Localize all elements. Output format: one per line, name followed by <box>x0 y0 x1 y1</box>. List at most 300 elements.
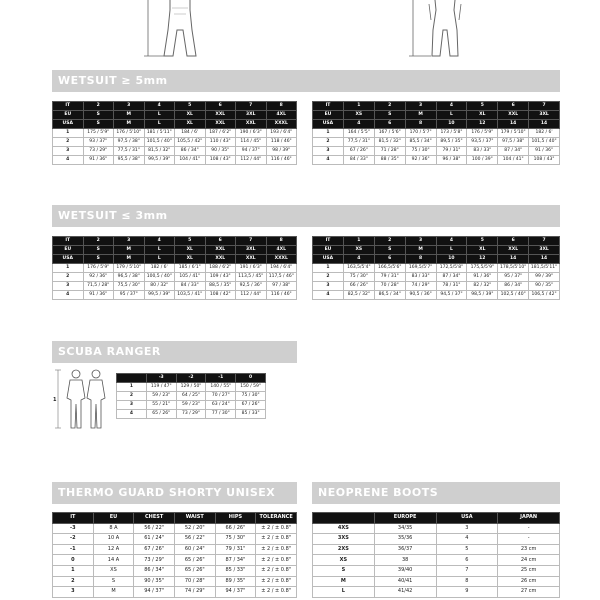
table-row <box>53 255 297 264</box>
table-row <box>53 513 297 524</box>
table-cell: 70 / 27" <box>206 392 236 401</box>
table-cell: XXL <box>236 120 267 129</box>
row-label-cell: 2 <box>53 576 94 587</box>
table-cell: 88 / 35" <box>374 156 405 165</box>
table-cell: M <box>114 255 145 264</box>
row-label-cell: 3 <box>117 401 147 410</box>
table-cell: 182 / 6' <box>144 264 175 273</box>
table-cell: 95 / 37" <box>498 273 529 282</box>
table-cell: 39/40 <box>374 565 436 576</box>
wetsuit-5mm-men-table <box>52 101 297 165</box>
table-cell: 108 / 43" <box>529 156 560 165</box>
table-row <box>53 120 297 129</box>
table-cell: XXL <box>205 255 236 264</box>
table-cell: 114 / 45" <box>236 138 267 147</box>
table-cell: 8 <box>405 120 436 129</box>
table-row <box>53 291 297 300</box>
table-cell: 176 / 5'10" <box>114 129 145 138</box>
table-cell: 5 <box>436 544 498 555</box>
table-row <box>53 555 297 566</box>
table-cell: ± 2 / ± 0.8" <box>256 555 297 566</box>
neoprene-boots-table <box>312 512 560 598</box>
table-cell: L <box>144 120 175 129</box>
table-cell: 10 <box>436 255 467 264</box>
table-row <box>53 264 297 273</box>
table-cell: 4 <box>343 255 374 264</box>
table-cell: 86 / 34" <box>134 565 175 576</box>
table-cell: 176 / 5'9" <box>83 264 114 273</box>
table-cell: 108 / 42" <box>205 291 236 300</box>
table-cell: 109 / 43" <box>205 273 236 282</box>
row-label-cell: 4 <box>313 291 344 300</box>
table-cell: M <box>93 587 134 598</box>
table-cell: 103,5 / 41" <box>175 291 206 300</box>
table-row <box>117 410 266 419</box>
table-cell: 94 / 37" <box>236 147 267 156</box>
table-cell: 113,5 / 45" <box>236 273 267 282</box>
table-cell: 90 / 35" <box>134 576 175 587</box>
table-cell: 129 / 50" <box>176 383 206 392</box>
table-cell: 38 <box>374 555 436 566</box>
table-cell: 112 / 44" <box>236 291 267 300</box>
table-cell: 86,5 / 34" <box>374 291 405 300</box>
table-cell: 98,5 / 39" <box>467 291 498 300</box>
table-cell: 150 / 59" <box>236 383 266 392</box>
table-cell: 190 / 6'3" <box>236 129 267 138</box>
table-cell: 93 / 37" <box>83 138 114 147</box>
table-row <box>117 374 266 383</box>
table-cell: 80 / 32" <box>144 282 175 291</box>
table-cell: 4 <box>144 102 175 111</box>
wetsuit-3mm-men-table <box>52 236 297 300</box>
table-cell: 94 / 37" <box>215 587 256 598</box>
table-cell: 8 <box>405 255 436 264</box>
row-label-cell <box>313 513 375 524</box>
table-cell: 75,5 / 30" <box>114 282 145 291</box>
table-row <box>313 111 560 120</box>
table-row <box>53 534 297 545</box>
table-cell: 84 / 33" <box>175 282 206 291</box>
table-cell: 4 <box>436 534 498 545</box>
table-cell: 60 / 24" <box>174 544 215 555</box>
men-body-figure-icon <box>140 0 220 58</box>
table-cell: 91 / 36" <box>83 156 114 165</box>
table-cell: 67 / 26" <box>343 147 374 156</box>
table-row <box>313 246 560 255</box>
row-label-cell: 4 <box>53 156 84 165</box>
table-cell: 6 <box>436 555 498 566</box>
row-label-cell: USA <box>53 120 84 129</box>
row-label-cell: 2 <box>53 138 84 147</box>
table-cell: 7 <box>236 102 267 111</box>
table-cell: ± 2 / ± 0.8" <box>256 523 297 534</box>
table-cell: 40/41 <box>374 576 436 587</box>
table-cell: 172,5/5'8" <box>436 264 467 273</box>
table-cell: 55 / 21" <box>146 401 176 410</box>
table-cell: S <box>83 255 114 264</box>
table-cell: XS <box>343 246 374 255</box>
table-cell: S <box>374 111 405 120</box>
table-cell: 117,5 / 46" <box>266 273 297 282</box>
table-cell: 3XL <box>529 246 560 255</box>
table-cell: 86 / 34" <box>498 282 529 291</box>
table-cell: 27 cm <box>498 587 560 598</box>
thermo-guard-table <box>52 512 297 598</box>
row-label-cell: 2 <box>313 138 344 147</box>
table-cell: 105 / 41" <box>175 273 206 282</box>
row-label-cell: IT <box>313 102 344 111</box>
row-label-cell: -2 <box>53 534 94 545</box>
table-row <box>313 544 560 555</box>
table-cell: -3 <box>146 374 176 383</box>
table-cell: 179 / 5'10" <box>498 129 529 138</box>
table-cell: 2 <box>374 102 405 111</box>
table-cell: 96 / 38" <box>436 156 467 165</box>
table-cell: 79 / 31" <box>436 147 467 156</box>
table-cell: XL <box>175 120 206 129</box>
table-cell: 64 / 25" <box>176 392 206 401</box>
row-label-cell: USA <box>313 255 344 264</box>
table-cell: 66 / 26" <box>343 282 374 291</box>
row-label-cell: XS <box>313 555 375 566</box>
row-label-cell: USA <box>313 120 344 129</box>
table-cell: 97,5 / 38" <box>114 138 145 147</box>
table-cell: 78 / 31" <box>436 282 467 291</box>
table-cell: ± 2 / ± 0.8" <box>256 576 297 587</box>
table-cell: 4 <box>436 237 467 246</box>
table-cell: 98 / 39" <box>266 147 297 156</box>
table-cell: S <box>83 246 114 255</box>
table-cell: 102,5 / 40" <box>498 291 529 300</box>
table-cell: 75 / 30" <box>215 534 256 545</box>
table-cell: 7 <box>436 565 498 576</box>
table-row <box>313 523 560 534</box>
table-cell: 194 / 6'4" <box>266 264 297 273</box>
table-cell: L <box>144 255 175 264</box>
table-row <box>313 587 560 598</box>
table-cell: XXXL <box>266 255 297 264</box>
row-label-cell: -3 <box>53 523 94 534</box>
table-cell: 10 A <box>93 534 134 545</box>
table-cell: 70 / 28" <box>174 576 215 587</box>
table-cell: 5 <box>175 102 206 111</box>
table-cell: 90 / 35" <box>529 282 560 291</box>
table-cell: XXL <box>498 246 529 255</box>
table-cell: 52 / 20" <box>174 523 215 534</box>
table-cell: 14 <box>529 255 560 264</box>
table-cell: 74 / 29" <box>174 587 215 598</box>
table-cell: 100 / 39" <box>467 156 498 165</box>
table-cell: 92 / 36" <box>83 273 114 282</box>
row-label-cell: EU <box>53 111 84 120</box>
table-cell: L <box>436 111 467 120</box>
table-cell: 89,5 / 35" <box>436 138 467 147</box>
table-cell: JAPAN <box>498 513 560 524</box>
row-label-cell: 3 <box>313 282 344 291</box>
table-cell: 6 <box>374 120 405 129</box>
table-cell: 110 / 43" <box>205 138 236 147</box>
row-label-cell: 1 <box>313 129 344 138</box>
table-cell: XXL <box>498 111 529 120</box>
table-cell: 90,5 / 36" <box>405 291 436 300</box>
table-row <box>53 576 297 587</box>
table-cell: L <box>436 246 467 255</box>
table-cell: 166,5/5'6" <box>374 264 405 273</box>
table-cell: 1 <box>343 237 374 246</box>
table-cell: 97,5 / 38" <box>498 138 529 147</box>
table-cell: 105,5 / 42" <box>175 138 206 147</box>
table-cell: 75 / 30" <box>236 392 266 401</box>
women-body-figure-icon <box>405 0 485 58</box>
table-cell: - <box>498 523 560 534</box>
table-cell: 83 / 33" <box>467 147 498 156</box>
row-label-cell: S <box>313 565 375 576</box>
row-label-cell: 1 <box>53 565 94 576</box>
table-row <box>53 111 297 120</box>
table-row <box>313 255 560 264</box>
table-row <box>313 147 560 156</box>
table-cell: 3 <box>405 102 436 111</box>
table-row <box>117 401 266 410</box>
row-label-cell: 2 <box>117 392 147 401</box>
table-cell: ± 2 / ± 0.8" <box>256 587 297 598</box>
table-cell: 6 <box>374 255 405 264</box>
table-cell: 3 <box>436 523 498 534</box>
table-row <box>313 264 560 273</box>
table-cell: 79 / 31" <box>374 273 405 282</box>
table-cell: 41/42 <box>374 587 436 598</box>
table-row <box>53 523 297 534</box>
table-cell: CHEST <box>134 513 175 524</box>
table-cell: 6 <box>498 102 529 111</box>
table-cell: 14 <box>498 255 529 264</box>
table-cell: 100,5 / 40" <box>144 273 175 282</box>
table-cell: 8 <box>436 576 498 587</box>
table-cell: HIPS <box>215 513 256 524</box>
table-cell: 106,5 / 42" <box>529 291 560 300</box>
table-cell: 169,5/5'7" <box>405 264 436 273</box>
thermo-guard-banner: THERMO GUARD SHORTY UNISEX <box>52 482 297 504</box>
table-cell: 24 cm <box>498 555 560 566</box>
table-cell: 73 / 29" <box>83 147 114 156</box>
table-cell: 108 / 43" <box>205 156 236 165</box>
table-cell: 82,5 / 32" <box>343 291 374 300</box>
row-label-cell: 4 <box>117 410 147 419</box>
table-cell: 12 A <box>93 544 134 555</box>
row-label-cell: 4XS <box>313 523 375 534</box>
table-cell: 73 / 29" <box>134 555 175 566</box>
table-cell: 3XL <box>236 111 267 120</box>
table-cell: 12 <box>467 255 498 264</box>
row-label-cell: -1 <box>53 544 94 555</box>
table-row <box>313 282 560 291</box>
table-row <box>53 102 297 111</box>
table-cell: TOLERANCE <box>256 513 297 524</box>
table-cell: 6 <box>498 237 529 246</box>
table-cell: 56 / 22" <box>174 534 215 545</box>
table-cell: M <box>114 246 145 255</box>
row-label-cell: 0 <box>53 555 94 566</box>
row-label-cell: IT <box>53 513 94 524</box>
table-row <box>53 282 297 291</box>
table-cell: 71,5 / 28" <box>83 282 114 291</box>
table-cell: 5 <box>467 102 498 111</box>
table-cell: 63 / 24" <box>206 401 236 410</box>
row-label-cell <box>117 374 147 383</box>
table-cell: 92 / 36" <box>405 156 436 165</box>
table-cell: 6 <box>205 237 236 246</box>
row-label-cell: 2XS <box>313 544 375 555</box>
table-cell: 0 <box>236 374 266 383</box>
table-cell: 3 <box>114 237 145 246</box>
table-cell: 6 <box>205 102 236 111</box>
table-cell: 184 / 6' <box>175 129 206 138</box>
table-row <box>313 138 560 147</box>
row-label-cell: USA <box>53 255 84 264</box>
table-cell: 175,5/5'9" <box>467 264 498 273</box>
table-cell: 96,5 / 38" <box>114 273 145 282</box>
table-cell: 14 <box>498 120 529 129</box>
row-label-cell: IT <box>53 102 84 111</box>
table-cell: 179 / 5'10" <box>114 264 145 273</box>
table-cell: XXL <box>205 111 236 120</box>
table-cell: 3 <box>114 102 145 111</box>
table-cell: 2 <box>374 237 405 246</box>
table-cell: 77,5 / 31" <box>343 138 374 147</box>
row-label-cell: 4 <box>313 156 344 165</box>
table-cell: M <box>114 111 145 120</box>
row-label-cell: 3 <box>53 282 84 291</box>
table-cell: 67 / 26" <box>236 401 266 410</box>
table-cell: 91 / 36" <box>529 147 560 156</box>
table-row <box>53 565 297 576</box>
table-cell: 3 <box>405 237 436 246</box>
table-cell: 193 / 6'4" <box>266 129 297 138</box>
table-cell: 87 / 34" <box>498 147 529 156</box>
row-label-cell: 3 <box>313 147 344 156</box>
table-cell: 3XL <box>529 111 560 120</box>
table-cell: 86 / 34" <box>175 147 206 156</box>
table-row <box>313 513 560 524</box>
table-row <box>313 237 560 246</box>
table-cell: 75 / 30" <box>343 273 374 282</box>
table-cell: 85 / 33" <box>236 410 266 419</box>
table-cell: M <box>405 246 436 255</box>
table-cell: 181 / 5'11" <box>144 129 175 138</box>
table-cell: XXL <box>236 255 267 264</box>
table-row <box>313 120 560 129</box>
table-row <box>53 156 297 165</box>
table-cell: S <box>83 111 114 120</box>
row-label-cell: 1 <box>117 383 147 392</box>
table-cell: L <box>144 111 175 120</box>
table-cell: 26 cm <box>498 576 560 587</box>
table-cell: 163,5/5'4" <box>343 264 374 273</box>
table-row <box>53 273 297 282</box>
table-cell: 116 / 46" <box>266 291 297 300</box>
table-cell: -2 <box>176 374 206 383</box>
table-cell: 56 / 22" <box>134 523 175 534</box>
table-cell: XXL <box>205 120 236 129</box>
row-label-cell: EU <box>53 246 84 255</box>
table-cell: 61 / 24" <box>134 534 175 545</box>
table-cell: 164 / 5'5" <box>343 129 374 138</box>
table-cell: WAIST <box>174 513 215 524</box>
table-row <box>117 383 266 392</box>
wetsuit-5mm-banner: WETSUIT ≥ 5mm <box>52 70 560 92</box>
table-cell: 91 / 36" <box>83 291 114 300</box>
table-cell: 65 / 26" <box>174 565 215 576</box>
row-label-cell: EU <box>313 111 344 120</box>
table-row <box>313 273 560 282</box>
table-cell: 77 / 30" <box>206 410 236 419</box>
table-cell: XL <box>467 246 498 255</box>
table-cell: EU <box>93 513 134 524</box>
row-label-cell: M <box>313 576 375 587</box>
table-cell: 65 / 26" <box>174 555 215 566</box>
table-cell: 83 / 33" <box>405 273 436 282</box>
row-label-cell: 3XS <box>313 534 375 545</box>
table-row <box>313 555 560 566</box>
table-cell: 104 / 41" <box>498 156 529 165</box>
table-cell: 188 / 6'2" <box>205 264 236 273</box>
table-cell: 175 / 5'9" <box>83 129 114 138</box>
table-cell: 187 / 6'2" <box>205 129 236 138</box>
table-cell: 85 / 33" <box>215 565 256 576</box>
table-cell: 94 / 37" <box>134 587 175 598</box>
table-cell: 84 / 33" <box>343 156 374 165</box>
row-label-cell: IT <box>53 237 84 246</box>
table-cell: 99,5 / 39" <box>144 156 175 165</box>
table-row <box>53 147 297 156</box>
table-cell: 77,5 / 31" <box>114 147 145 156</box>
table-row <box>53 544 297 555</box>
table-cell: 85,5 / 34" <box>405 138 436 147</box>
table-cell: 3XL <box>236 246 267 255</box>
table-cell: 176 / 5'9" <box>467 129 498 138</box>
figure-height-label: 1 <box>53 397 57 403</box>
neoprene-boots-banner: NEOPRENE BOOTS <box>312 482 560 504</box>
table-cell: 97 / 38" <box>266 282 297 291</box>
table-row <box>313 129 560 138</box>
table-cell: XL <box>175 255 206 264</box>
table-cell: 104 / 41" <box>175 156 206 165</box>
table-row <box>313 565 560 576</box>
table-cell: 99,5 / 39" <box>144 291 175 300</box>
table-cell: 79 / 31" <box>215 544 256 555</box>
row-label-cell: 1 <box>313 264 344 273</box>
row-label-cell: 4 <box>53 291 84 300</box>
scuba-ranger-table <box>116 373 266 419</box>
row-label-cell: 1 <box>53 129 84 138</box>
row-label-cell: 2 <box>313 273 344 282</box>
table-cell: ± 2 / ± 0.8" <box>256 544 297 555</box>
table-cell: -1 <box>206 374 236 383</box>
table-cell: 101,5 / 40" <box>144 138 175 147</box>
table-cell: 35/36 <box>374 534 436 545</box>
kids-body-figure-icon <box>52 368 112 432</box>
table-cell: 170 / 5'7" <box>405 129 436 138</box>
table-cell: XL <box>175 111 206 120</box>
table-cell: XL <box>467 111 498 120</box>
table-cell: 182 / 6' <box>529 129 560 138</box>
table-cell: - <box>498 534 560 545</box>
table-cell: ± 2 / ± 0.8" <box>256 534 297 545</box>
table-cell: XS <box>93 565 134 576</box>
table-cell: 5 <box>175 237 206 246</box>
table-cell: 118 / 46" <box>266 138 297 147</box>
table-cell: 173 / 5'8" <box>436 129 467 138</box>
